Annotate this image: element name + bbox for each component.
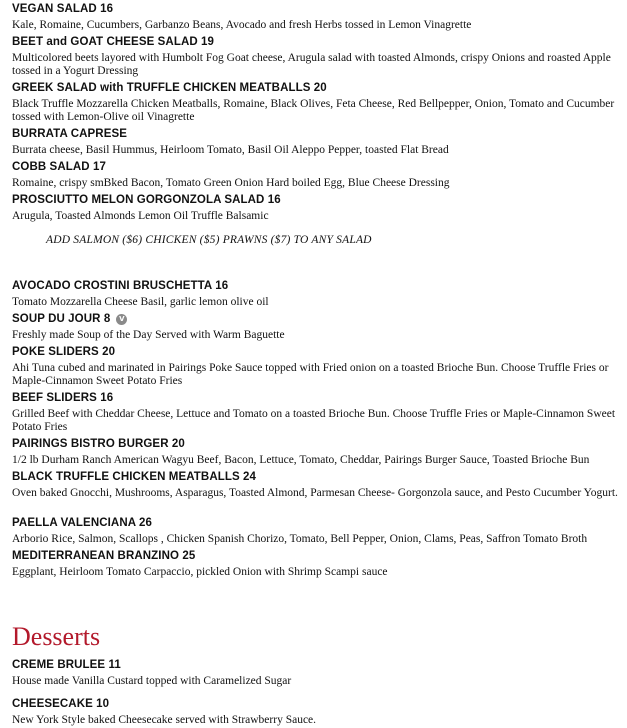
menu-item-soup-du-jour [12, 313, 618, 342]
menu-item-beef-sliders [12, 392, 618, 433]
item-title: PAELLA VALENCIANA 26 [12, 517, 153, 529]
item-title: VEGAN SALAD 16 [12, 3, 114, 15]
item-title: POKE SLIDERS 20 [12, 346, 116, 358]
item-title: COBB SALAD 17 [12, 161, 106, 173]
item-title: GREEK SALAD with TRUFFLE CHICKEN MEATBALLS 20 [12, 82, 327, 94]
vegetarian-badge-icon: V [116, 314, 127, 325]
item-description: Arugula, Toasted Almonds Lemon Oil Truffle Balsamic [12, 210, 269, 222]
item-description: 1/2 lb Durham Ranch American Wagyu Beef, Bacon, Lettuce, Tomato, Cheddar, Pairings Burger Sauce, Toasted Brioche Bun [12, 454, 590, 466]
item-description: Black Truffle Mozzarella Chicken Meatballs, Romaine, Black Olives, Feta Cheese, Red Bellpepper, Onion, Tomato and Cucumber tossed with Lemon-Olive oil Vinagrette [12, 98, 615, 123]
item-description: Romaine, crispy smBked Bacon, Tomato Green Onion Hard boiled Egg, Blue Cheese Dressing [12, 177, 450, 189]
menu-item-bistro-burger [12, 438, 618, 467]
item-title: AVOCADO CROSTINI BRUSCHETTA 16 [12, 280, 229, 292]
item-title: BEEF SLIDERS 16 [12, 392, 114, 404]
menu-item-vegan-salad [12, 3, 618, 32]
menu-item-greek-salad [12, 82, 618, 123]
menu-item-poke-sliders [12, 346, 618, 387]
menu-item-paella [12, 517, 618, 546]
item-title: BURRATA CAPRESE [12, 128, 128, 140]
item-title: CREME BRULEE 11 [12, 659, 121, 671]
menu-item-burrata-caprese [12, 128, 618, 157]
item-description: House made Vanilla Custard topped with Caramelized Sugar [12, 675, 292, 687]
item-description: Eggplant, Heirloom Tomato Carpaccio, pickled Onion with Shrimp Scampi sauce [12, 566, 388, 578]
desserts-heading: Desserts [12, 622, 101, 651]
item-description: Kale, Romaine, Cucumbers, Garbanzo Beans, Avocado and fresh Herbs tossed in Lemon Vinagrette [12, 19, 472, 31]
item-title: PROSCIUTTO MELON GORGONZOLA SALAD 16 [12, 194, 281, 206]
item-description: Oven baked Gnocchi, Mushrooms, Asparagus, Toasted Almond, Parmesan Cheese- Gorgonzola sauce, and Pesto Cucumber Yogurt. [12, 487, 618, 499]
item-description: Arborio Rice, Salmon, Scallops , Chicken Spanish Chorizo, Tomato, Bell Pepper, Onion, Clams, Peas, Saffron Tomato Broth [12, 533, 588, 545]
menu-item-truffle-chicken-meatballs [12, 471, 618, 500]
item-title: PAIRINGS BISTRO BURGER 20 [12, 438, 185, 450]
item-description: Tomato Mozzarella Cheese Basil, garlic lemon olive oil [12, 296, 269, 308]
menu-item-avocado-crostini [12, 280, 618, 309]
item-title: MEDITERRANEAN BRANZINO 25 [12, 550, 196, 562]
item-description: New York Style baked Cheesecake served with Strawberry Sauce. [12, 714, 317, 726]
item-description: Freshly made Soup of the Day Served with Warm Baguette [12, 329, 285, 341]
menu-item-beet-goat-cheese-salad [12, 36, 618, 77]
item-title-row [12, 313, 618, 326]
menu-item-branzino [12, 550, 618, 579]
menu-item-cobb-salad [12, 161, 618, 190]
item-description: Multicolored beets layored with Humbolt Fog Goat cheese, Arugula salad with toasted Almonds, crispy Onions and roasted Apple tossed in a Yogurt Dressing [12, 52, 611, 77]
item-title: BLACK TRUFFLE CHICKEN MEATBALLS 24 [12, 471, 257, 483]
item-title: BEET and GOAT CHEESE SALAD 19 [12, 36, 215, 48]
menu-item-cheesecake [12, 698, 618, 727]
menu-item-prosciutto-melon-salad [12, 194, 618, 223]
item-title: SOUP DU JOUR 8 [12, 313, 111, 325]
item-description: Grilled Beef with Cheddar Cheese, Lettuce and Tomato on a toasted Brioche Bun. Choose Truffle Fries or Maple-Cinnamon Sweet Potato Fries [12, 408, 616, 433]
item-description: Ahi Tuna cubed and marinated in Pairings Poke Sauce topped with Fried onion on a toasted Brioche Bun. Choose Truffle Fries or Maple-Cinnamon Sweet Potato Fries [12, 362, 609, 387]
item-description: Burrata cheese, Basil Hummus, Heirloom Tomato, Basil Oil Aleppo Pepper, toasted Flat Bread [12, 144, 449, 156]
salad-add-on-note: ADD SALMON ($6) CHICKEN ($5) PRAWNS ($7) TO ANY SALAD [46, 234, 372, 246]
menu-item-creme-brulee [12, 659, 618, 688]
item-title: CHEESECAKE 10 [12, 698, 110, 710]
